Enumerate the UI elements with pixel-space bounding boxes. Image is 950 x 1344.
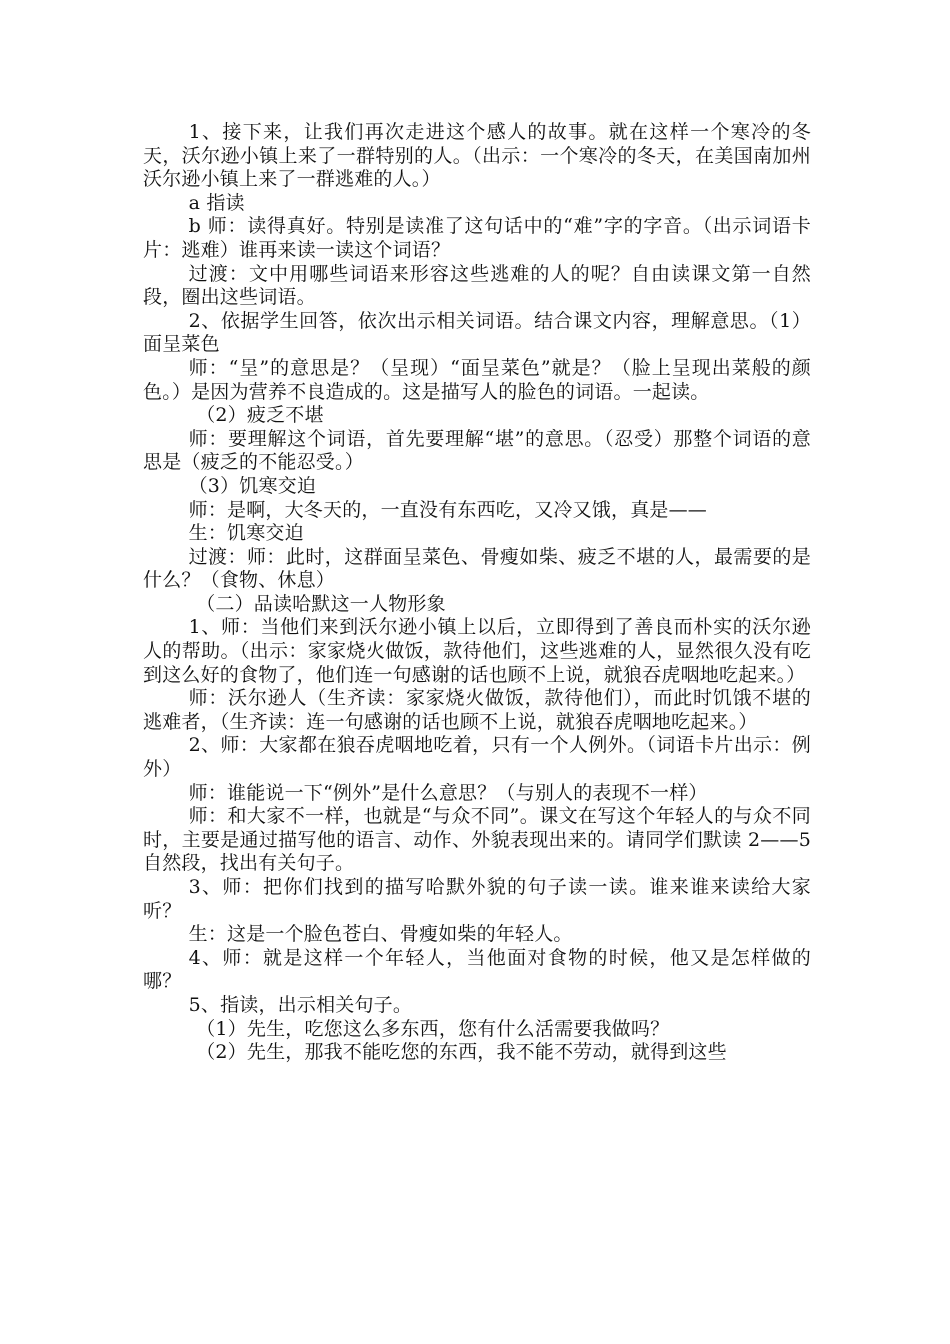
paragraph-14: 1、师：当他们来到沃尔逊小镇上以后，立即得到了善良而朴实的沃尔逊人的帮助。（出示：家家烧火做饭，款待他们，这些逃难的人，显然很久没有吃到这么好的食物了，他们连一句感谢的话也顾不上说，就狼吞虎咽地吃起来。） bbox=[143, 616, 811, 686]
paragraph-2: a 指读 bbox=[188, 191, 245, 214]
paragraph-7: （2）疲乏不堪 bbox=[196, 404, 324, 427]
paragraph-22: 5、指读，出示相关句子。 bbox=[188, 993, 413, 1016]
paragraph-1: 1、接下来，让我们再次走进这个感人的故事。就在这样一个寒冷的冬天，沃尔逊小镇上来了一群特别的人。（出示：一个寒冷的冬天，在美国南加州沃尔逊小镇上来了一群逃难的人。） bbox=[143, 121, 811, 191]
paragraph-11: 生：饥寒交迫 bbox=[188, 522, 304, 545]
paragraph-9: （3）饥寒交迫 bbox=[188, 474, 317, 497]
paragraph-19: 3、师：把你们找到的描写哈默外貌的句子读一读。谁来谁来读给大家听？ bbox=[143, 876, 811, 922]
paragraph-12: 过渡：师：此时，这群面呈菜色、骨瘦如柴、疲乏不堪的人，最需要的是什么？（食物、休息） bbox=[143, 545, 811, 592]
paragraph-10: 师：是啊，大冬天的，一直没有东西吃，又冷又饿，真是—— bbox=[188, 498, 707, 521]
paragraph-4: 过渡：文中用哪些词语来形容这些逃难的人的呢？自由读课文第一自然段，圈出这些词语。 bbox=[143, 262, 811, 309]
section-heading: （二）品读哈默这一人物形象 bbox=[196, 592, 446, 615]
paragraph-17: 师：谁能说一下“例外”是什么意思？（与别人的表现不一样） bbox=[188, 781, 708, 804]
paragraph-15: 师：沃尔逊人（生齐读：家家烧火做饭，款待他们），而此时饥饿不堪的逃难者，（生齐读：连一句感谢的话也顾不上说，就狼吞虎咽地吃起来。） bbox=[143, 687, 811, 733]
paragraph-23: （1）先生，吃您这么多东西，您有什么活需要我做吗？ bbox=[196, 1017, 670, 1040]
paragraph-3: b 师：读得真好。特别是读准了这句话中的“难”字的字音。（出示词语卡片：逃难）谁再来读一读这个词语？ bbox=[143, 215, 811, 261]
paragraph-18: 师：和大家不一样，也就是“与众不同”。课文在写这个年轻人的与众不同时，主要是通过描写他的语言、动作、外貌表现出来的。请同学们默读 2——5 自然段，找出有关句子。 bbox=[143, 805, 811, 875]
paragraph-20: 生：这是一个脸色苍白、骨瘦如柴的年轻人。 bbox=[188, 923, 573, 946]
paragraph-21: 4、师：就是这样一个年轻人，当他面对食物的时候，他又是怎样做的哪？ bbox=[143, 946, 811, 993]
paragraph-16: 2、师：大家都在狼吞虎咽地吃着，只有一个人例外。（词语卡片出示：例外） bbox=[143, 734, 811, 781]
paragraph-24: （2）先生，那我不能吃您的东西，我不能不劳动，就得到这些 bbox=[196, 1041, 727, 1064]
paragraph-8: 师：要理解这个词语，首先要理解“堪”的意思。（忍受）那整个词语的意思是（疲乏的不能忍受。） bbox=[143, 427, 811, 474]
paragraph-6: 师：“呈”的意思是？（呈现）“面呈菜色”就是？（脸上呈现出菜般的颜色。）是因为营养不良造成的。这是描写人的脸色的词语。一起读。 bbox=[143, 356, 811, 403]
paragraph-5: 2、依据学生回答，依次出示相关词语。结合课文内容，理解意思。（1）面呈菜色 bbox=[143, 309, 811, 356]
document-body bbox=[143, 121, 811, 1065]
